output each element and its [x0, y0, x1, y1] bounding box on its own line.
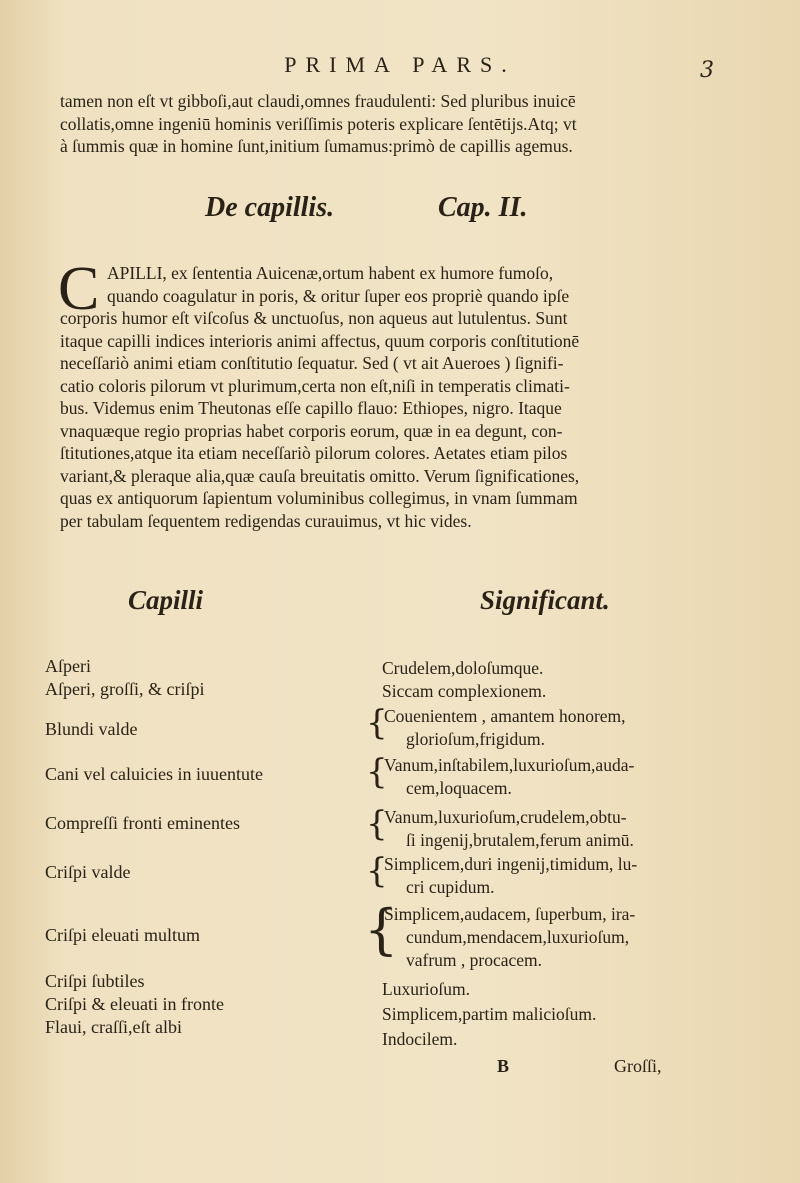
table-term: Criſpi eleuati multum	[45, 925, 200, 945]
table-head-right: Significant.	[480, 585, 610, 615]
catchword: Groſſi,	[614, 1056, 662, 1076]
table-term: Flaui, craſſi,eſt albi	[45, 1017, 182, 1037]
table-term: Blundi valde	[45, 719, 138, 739]
text-line: corporis humor eſt viſcoſus & unctuoſus, non aqueus aut lutulentus. Sunt	[60, 308, 568, 328]
table-meaning: Siccam complexionem.	[382, 681, 547, 701]
text-line: variant,& pleraque alia,quæ cauſa breuitatis omitto. Verum ſignificationes,	[60, 465, 580, 486]
text-line: per tabulam ſequentem redigendas curauimus, vt hic vides.	[60, 510, 472, 531]
table-meaning: Indocilem.	[382, 1029, 458, 1049]
brace-mark: {	[364, 898, 399, 961]
text-line: tamen non eſt vt gibboſi,aut claudi,omnes fraudulenti: Sed pluribus inuicē	[60, 91, 576, 111]
table-meaning: Simplicem,duri ingenij,timidum, lu-	[384, 854, 638, 874]
table-meaning: Vanum,luxurioſum,crudelem,obtu-	[384, 807, 627, 827]
text-line: neceſſariò animi etiam conſtitutio ſequatur. Sed ( vt ait Aueroes ) ſignifi-	[60, 353, 564, 373]
table-term: Aſperi, groſſi, & criſpi	[45, 679, 205, 699]
text-line: itaque capilli indices interioris animi affectus, quum corporis conſtitutionē	[60, 330, 580, 351]
drop-cap: C	[58, 255, 100, 323]
table-term: Criſpi & eleuati in fronte	[45, 994, 224, 1014]
text-line: APILLI, ex ſententia Auicenæ,ortum habent ex humore fumoſo,	[107, 263, 554, 283]
table-meaning: ſi ingenij,brutalem,ferum animū.	[406, 830, 634, 850]
text-line: catio coloris pilorum vt plurimum,certa non eſt,niſi in temperatis climati-	[60, 375, 570, 396]
chapter-number: Cap. II.	[438, 192, 528, 223]
table-meaning: glorioſum,frigidum.	[406, 729, 546, 749]
text-line: vnaquæque regio proprias habet corporis eorum, quæ in ea degunt, con-	[60, 420, 563, 441]
text-line: ſtitutiones,atque ita etiam neceſſariò pilorum colores. Aetates etiam pilos	[60, 443, 568, 463]
table-term: Compreſſi fronti eminentes	[45, 813, 240, 833]
table-head-left: Capilli	[128, 585, 204, 615]
table-meaning: Couenientem , amantem honorem,	[384, 706, 626, 726]
table-term: Criſpi valde	[45, 862, 131, 882]
table-meaning: cundum,mendacem,luxurioſum,	[406, 927, 630, 947]
brace-mark: {	[366, 752, 388, 792]
table-meaning: Crudelem,doloſumque.	[382, 658, 544, 678]
running-head: PRIMA PARS.	[284, 52, 516, 77]
text-line: quas ex antiquorum ſapientum voluminibus collegimus, in vnam ſummam	[60, 488, 578, 508]
intro-paragraph	[60, 90, 740, 158]
signature-mark: B	[497, 1056, 510, 1076]
text-line: à ſummis quæ in homine ſunt,initium ſumamus:primò de capillis agemus.	[60, 136, 573, 156]
table-meaning: cem,loquacem.	[406, 778, 512, 798]
table-meaning: Simplicem,audacem, ſuperbum, ira-	[384, 904, 636, 924]
text-line: quando coagulatur in poris, & oritur ſuper eos propriè quando ipſe	[107, 285, 570, 306]
brace-mark: {	[366, 804, 388, 844]
brace-mark: {	[366, 851, 388, 891]
text-line: bus. Videmus enim Theutonas eſſe capillo flauo: Ethiopes, nigro. Itaque	[60, 398, 562, 418]
brace-mark: {	[366, 703, 388, 743]
text-line: collatis,omne ingeniū hominis veriſſimis poteris explicare ſentētijs.Atq; vt	[60, 113, 577, 134]
table-meaning: Vanum,inſtabilem,luxurioſum,auda-	[384, 755, 635, 775]
table-meaning: Simplicem,partim malicioſum.	[382, 1004, 597, 1024]
chapter-title: De capillis.	[205, 192, 335, 223]
table-meaning: Luxurioſum.	[382, 979, 470, 999]
page-number: 3	[700, 58, 714, 83]
table-meaning: vafrum , procacem.	[406, 950, 543, 970]
table-term: Criſpi ſubtiles	[45, 971, 145, 991]
chapter-body	[60, 262, 740, 532]
table-term: Aſperi	[45, 656, 91, 676]
table-meaning: cri cupidum.	[406, 877, 495, 897]
table-term: Cani vel caluicies in iuuentute	[45, 764, 263, 784]
